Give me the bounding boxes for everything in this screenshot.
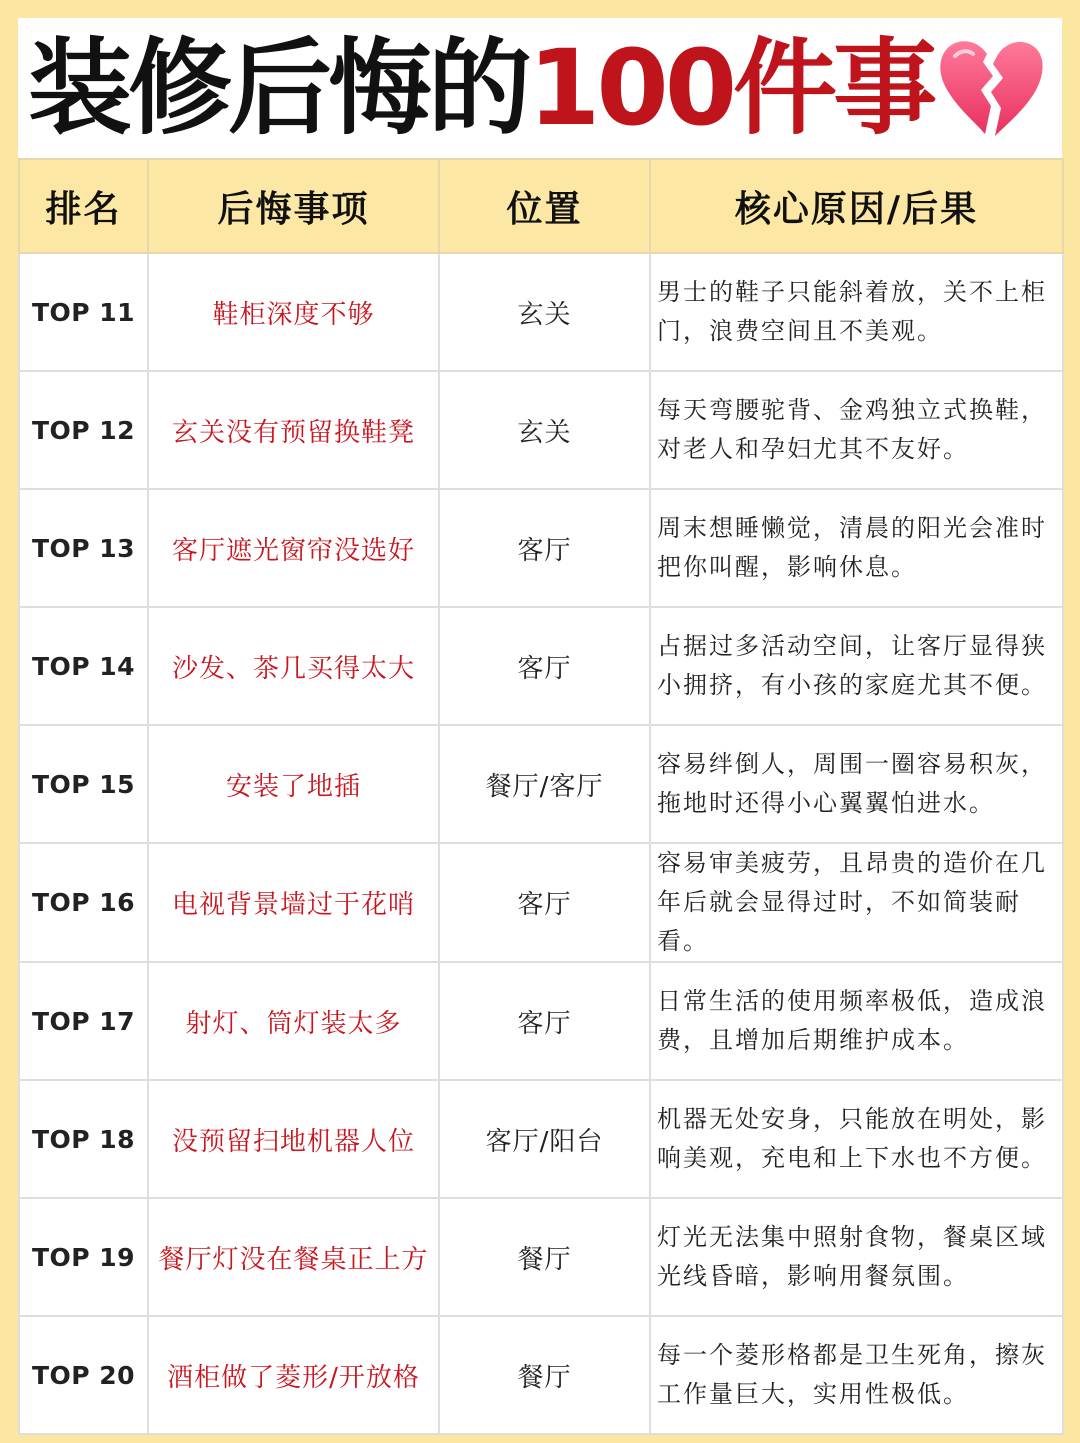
title-text-highlight: 100件事 (528, 27, 934, 149)
table-row (19, 1198, 1063, 1316)
location-cell: 玄关 (439, 253, 650, 371)
item-cell: 鞋柜深度不够 (148, 253, 439, 371)
reason-cell: 男士的鞋子只能斜着放，关不上柜门，浪费空间且不美观。 (650, 253, 1063, 371)
header-reason: 核心原因/后果 (650, 159, 1063, 253)
regrets-table (18, 158, 1064, 1435)
item-cell: 酒柜做了菱形/开放格 (148, 1316, 439, 1434)
location-cell: 客厅/阳台 (439, 1080, 650, 1198)
location-cell: 玄关 (439, 371, 650, 489)
reason-cell: 机器无处安身，只能放在明处，影响美观，充电和上下水也不方便。 (650, 1080, 1063, 1198)
page-title (28, 27, 1052, 149)
rank-cell: TOP 16 (19, 843, 148, 962)
location-cell: 客厅 (439, 489, 650, 607)
reason-cell: 容易绊倒人，周围一圈容易积灰，拖地时还得小心翼翼怕进水。 (650, 725, 1063, 843)
rank-cell: TOP 15 (19, 725, 148, 843)
table-row (19, 725, 1063, 843)
reason-cell: 周末想睡懒觉，清晨的阳光会准时把你叫醒，影响休息。 (650, 489, 1063, 607)
reason-cell: 容易审美疲劳，且昂贵的造价在几年后就会显得过时，不如简装耐看。 (650, 843, 1063, 962)
reason-cell: 每一个菱形格都是卫生死角，擦灰工作量巨大，实用性极低。 (650, 1316, 1063, 1434)
title-banner (18, 18, 1062, 158)
reason-cell: 占据过多活动空间，让客厅显得狭小拥挤，有小孩的家庭尤其不便。 (650, 607, 1063, 725)
broken-heart-icon (935, 36, 1047, 140)
table-row (19, 607, 1063, 725)
rank-cell: TOP 14 (19, 607, 148, 725)
reason-cell: 每天弯腰驼背、金鸡独立式换鞋，对老人和孕妇尤其不友好。 (650, 371, 1063, 489)
table-row (19, 1080, 1063, 1198)
regrets-table-container (18, 158, 1062, 1435)
item-cell: 玄关没有预留换鞋凳 (148, 371, 439, 489)
table-header-row (19, 159, 1063, 253)
rank-cell: TOP 12 (19, 371, 148, 489)
item-cell: 射灯、筒灯装太多 (148, 962, 439, 1080)
table-row (19, 1316, 1063, 1434)
rank-cell: TOP 11 (19, 253, 148, 371)
header-location: 位置 (439, 159, 650, 253)
table-row (19, 962, 1063, 1080)
location-cell: 餐厅 (439, 1198, 650, 1316)
item-cell: 没预留扫地机器人位 (148, 1080, 439, 1198)
location-cell: 客厅 (439, 962, 650, 1080)
item-cell: 电视背景墙过于花哨 (148, 843, 439, 962)
table-row (19, 843, 1063, 962)
location-cell: 餐厅 (439, 1316, 650, 1434)
rank-cell: TOP 20 (19, 1316, 148, 1434)
location-cell: 餐厅/客厅 (439, 725, 650, 843)
table-row (19, 253, 1063, 371)
header-item: 后悔事项 (148, 159, 439, 253)
location-cell: 客厅 (439, 843, 650, 962)
table-row (19, 489, 1063, 607)
title-text-main: 装修后悔的 (28, 27, 529, 149)
item-cell: 餐厅灯没在餐桌正上方 (148, 1198, 439, 1316)
reason-cell: 日常生活的使用频率极低，造成浪费，且增加后期维护成本。 (650, 962, 1063, 1080)
rank-cell: TOP 13 (19, 489, 148, 607)
item-cell: 客厅遮光窗帘没选好 (148, 489, 439, 607)
rank-cell: TOP 17 (19, 962, 148, 1080)
item-cell: 安装了地插 (148, 725, 439, 843)
rank-cell: TOP 19 (19, 1198, 148, 1316)
header-rank: 排名 (19, 159, 148, 253)
rank-cell: TOP 18 (19, 1080, 148, 1198)
table-row (19, 371, 1063, 489)
item-cell: 沙发、茶几买得太大 (148, 607, 439, 725)
location-cell: 客厅 (439, 607, 650, 725)
reason-cell: 灯光无法集中照射食物，餐桌区域光线昏暗，影响用餐氛围。 (650, 1198, 1063, 1316)
